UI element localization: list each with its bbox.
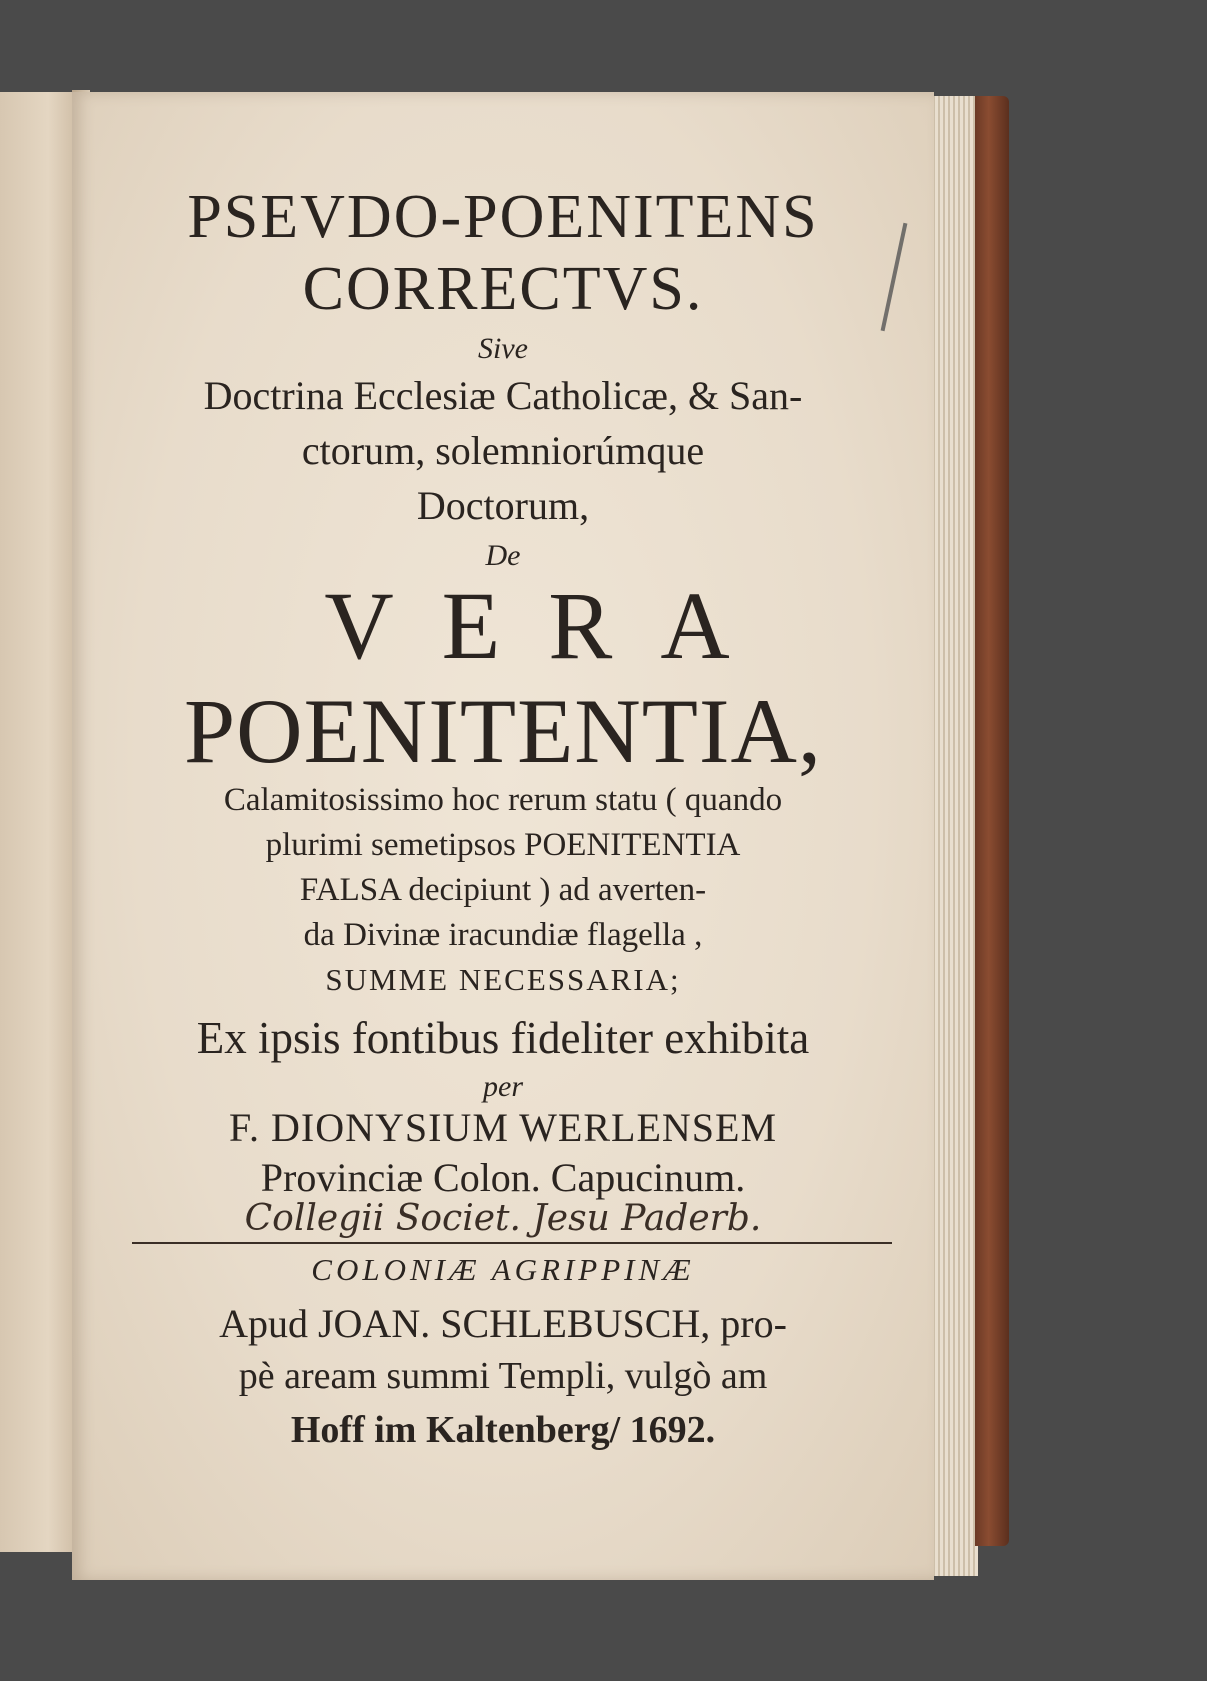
doctrina-line-1: Doctrina Ecclesiæ Catholicæ, & San- <box>203 373 803 418</box>
title-line-2: CORRECTVS. <box>302 255 704 323</box>
calamitosissimo-line-4: da Divinæ iracundiæ flagella , <box>303 917 703 953</box>
title-line-1: PSEVDO-POENITENS <box>187 183 819 251</box>
calamitosissimo-line-3: FALSA decipiunt ) ad averten- <box>299 872 707 908</box>
city-line: COLONIÆ AGRIPPINÆ <box>311 1252 695 1287</box>
handwritten-inscription: Collegii Societ. Jesu Paderb. <box>244 1198 762 1239</box>
vera-heading: VERA <box>324 572 778 679</box>
title-page <box>72 92 934 1580</box>
poenitentia-heading: POENITENTIA, <box>184 680 822 782</box>
page-edges <box>930 96 978 1576</box>
imprint-line-2: pè aream summi Templi, vulgò am <box>238 1355 768 1397</box>
doctrina-line-3: Doctorum, <box>416 483 590 528</box>
per-text: per <box>483 1070 523 1103</box>
author-line: F. DIONYSIUM WERLENSEM <box>228 1105 778 1150</box>
doctrina-line-2: ctorum, solemniorúmque <box>301 428 705 473</box>
facing-page <box>0 92 80 1552</box>
imprint-line-1: Apud JOAN. SCHLEBUSCH, pro- <box>219 1301 787 1346</box>
leather-cover-edge <box>975 96 1009 1546</box>
exhibita-line: Ex ipsis fontibus fideliter exhibita <box>196 1013 810 1063</box>
sive-text: Sive <box>478 332 528 365</box>
calamitosissimo-line-5: SUMME NECESSARIA; <box>325 962 681 997</box>
inscription-underline <box>132 1242 892 1244</box>
calamitosissimo-line-2: plurimi semetipsos POENITENTIA <box>265 827 741 863</box>
calamitosissimo-line-1: Calamitosissimo hoc rerum statu ( quando <box>223 782 783 818</box>
province-line: Provinciæ Colon. Capucinum. <box>260 1155 746 1200</box>
de-text: De <box>485 539 521 572</box>
imprint-line-3: Hoff im Kaltenberg/ 1692. <box>290 1409 716 1451</box>
